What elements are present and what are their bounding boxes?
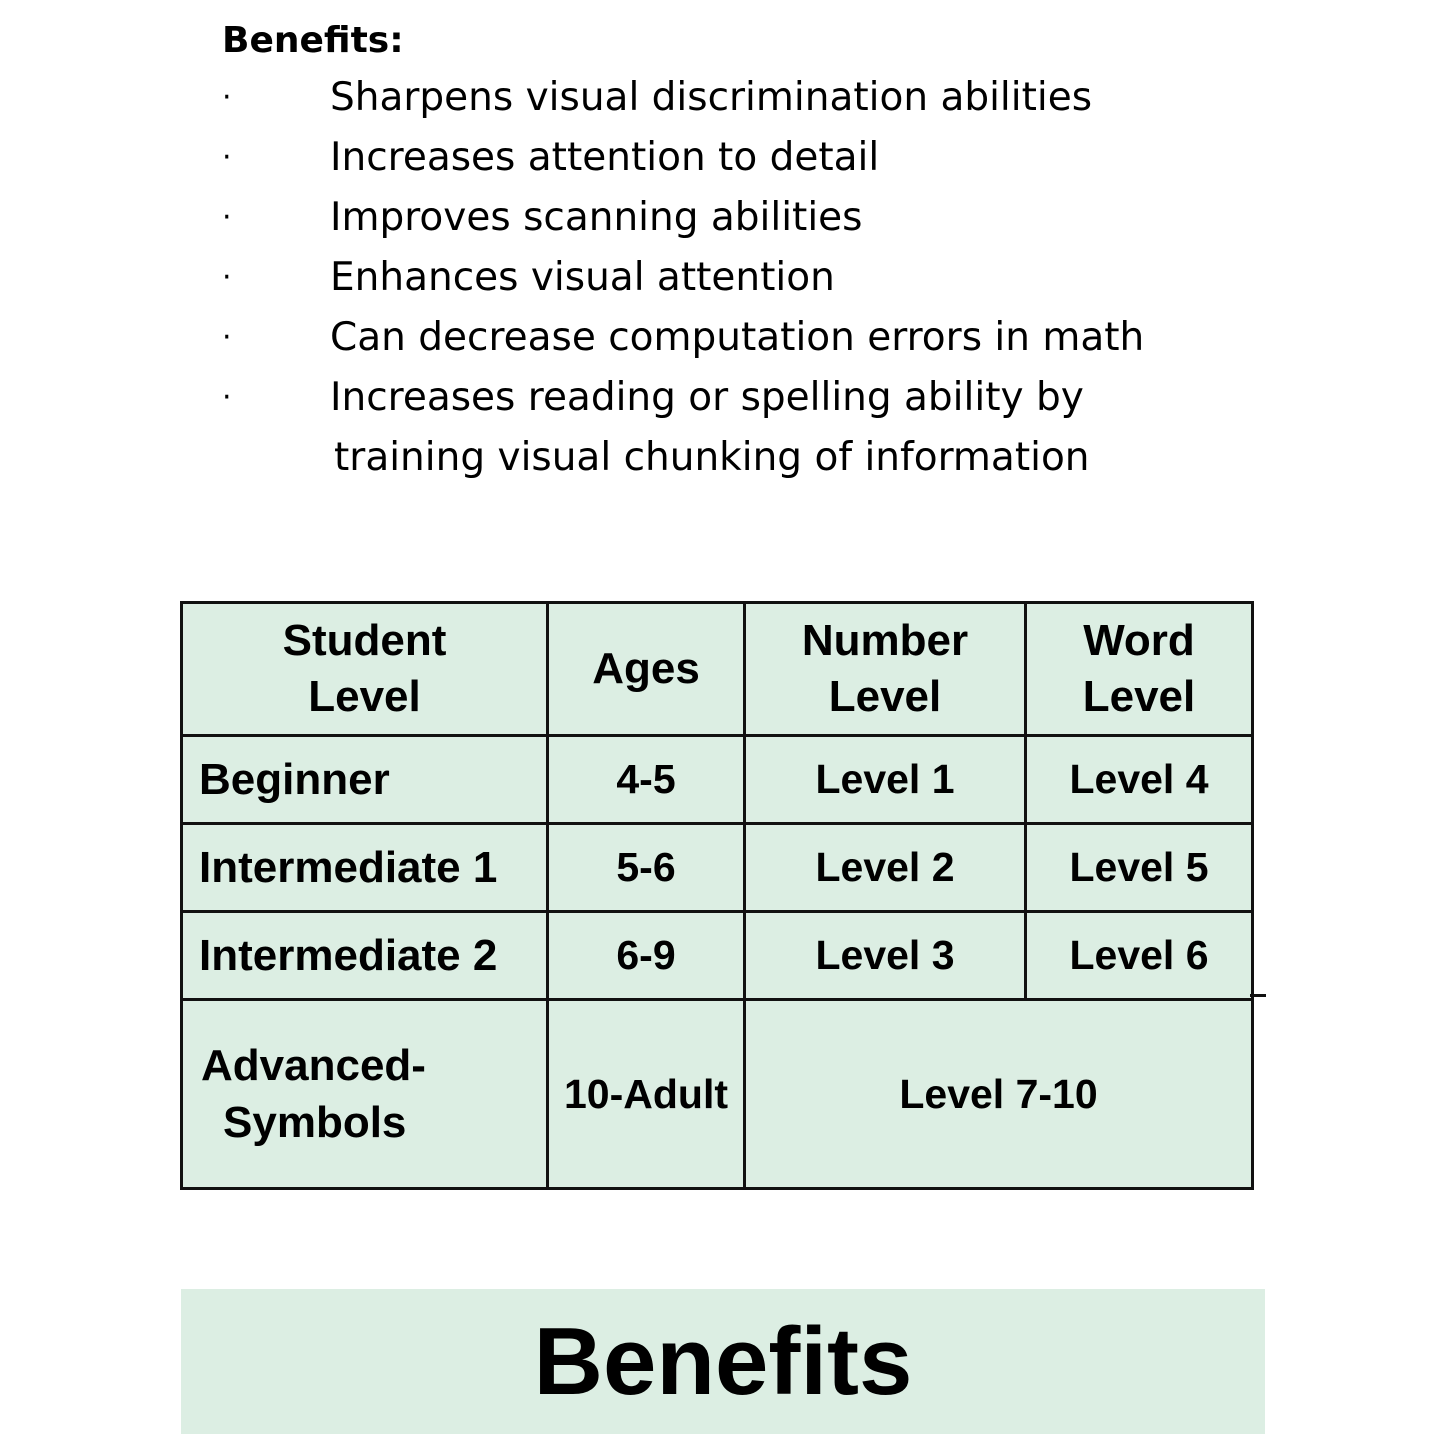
bullet-icon: ·: [222, 320, 232, 355]
bullet-icon: ·: [222, 80, 232, 115]
benefit-item: [222, 368, 1222, 488]
table-header-row: [182, 603, 1253, 736]
cell-student-level: Beginner: [182, 736, 548, 824]
header-student-level: [182, 603, 548, 736]
cell-ages: 4-5: [548, 736, 745, 824]
cell-word-level: Level 6: [1026, 912, 1253, 1000]
header-line: Number: [801, 616, 969, 665]
benefit-text-line: Increases reading or spelling ability by: [330, 375, 1084, 420]
benefit-item: [222, 128, 1222, 188]
cell-number-level: Level 1: [745, 736, 1026, 824]
benefit-item: [222, 308, 1222, 368]
benefit-text-line: training visual chunking of information: [334, 435, 1090, 480]
benefit-item: [222, 248, 1222, 308]
benefit-text: Increases attention to detail: [330, 135, 880, 180]
header-line: Level: [828, 672, 942, 721]
table-row: [182, 736, 1253, 824]
bullet-icon: ·: [222, 380, 232, 415]
cell-ages: 10-Adult: [548, 1000, 745, 1189]
benefit-text: Sharpens visual discrimination abilities: [330, 75, 1093, 120]
table-row: [182, 912, 1253, 1000]
table-row: [182, 824, 1253, 912]
benefit-item: [222, 68, 1222, 128]
cell-word-level: Level 5: [1026, 824, 1253, 912]
cell-line: Advanced-: [201, 1041, 426, 1090]
table-divider-line: [1250, 994, 1266, 997]
cell-ages: 5-6: [548, 824, 745, 912]
cell-combined-level: Level 7-10: [745, 1000, 1253, 1189]
benefit-text: Enhances visual attention: [330, 255, 835, 300]
footer-banner: [181, 1289, 1265, 1434]
cell-number-level: Level 3: [745, 912, 1026, 1000]
header-line: Student: [282, 616, 447, 665]
header-line: Word: [1083, 616, 1195, 665]
cell-student-level: [182, 1000, 548, 1189]
bullet-icon: ·: [222, 140, 232, 175]
cell-ages: 6-9: [548, 912, 745, 1000]
benefit-item: [222, 188, 1222, 248]
benefit-text: Can decrease computation errors in math: [330, 315, 1145, 360]
cell-student-level: Intermediate 2: [182, 912, 548, 1000]
benefit-text: [330, 368, 1110, 488]
header-word-level: [1026, 603, 1253, 736]
footer-title: Benefits: [533, 1308, 913, 1415]
cell-word-level: Level 4: [1026, 736, 1253, 824]
benefit-text: Improves scanning abilities: [330, 195, 863, 240]
benefits-heading: Benefits:: [222, 20, 404, 61]
cell-number-level: Level 2: [745, 824, 1026, 912]
level-table: [180, 601, 1254, 1190]
table-row: [182, 1000, 1253, 1189]
header-line: Level: [308, 672, 421, 721]
benefits-list-section: [222, 14, 1222, 488]
cell-line: Symbols: [223, 1098, 407, 1147]
header-number-level: [745, 603, 1026, 736]
header-line: Level: [1082, 672, 1196, 721]
bullet-icon: ·: [222, 260, 232, 295]
cell-student-level: Intermediate 1: [182, 824, 548, 912]
header-ages: Ages: [548, 603, 745, 736]
bullet-icon: ·: [222, 200, 232, 235]
